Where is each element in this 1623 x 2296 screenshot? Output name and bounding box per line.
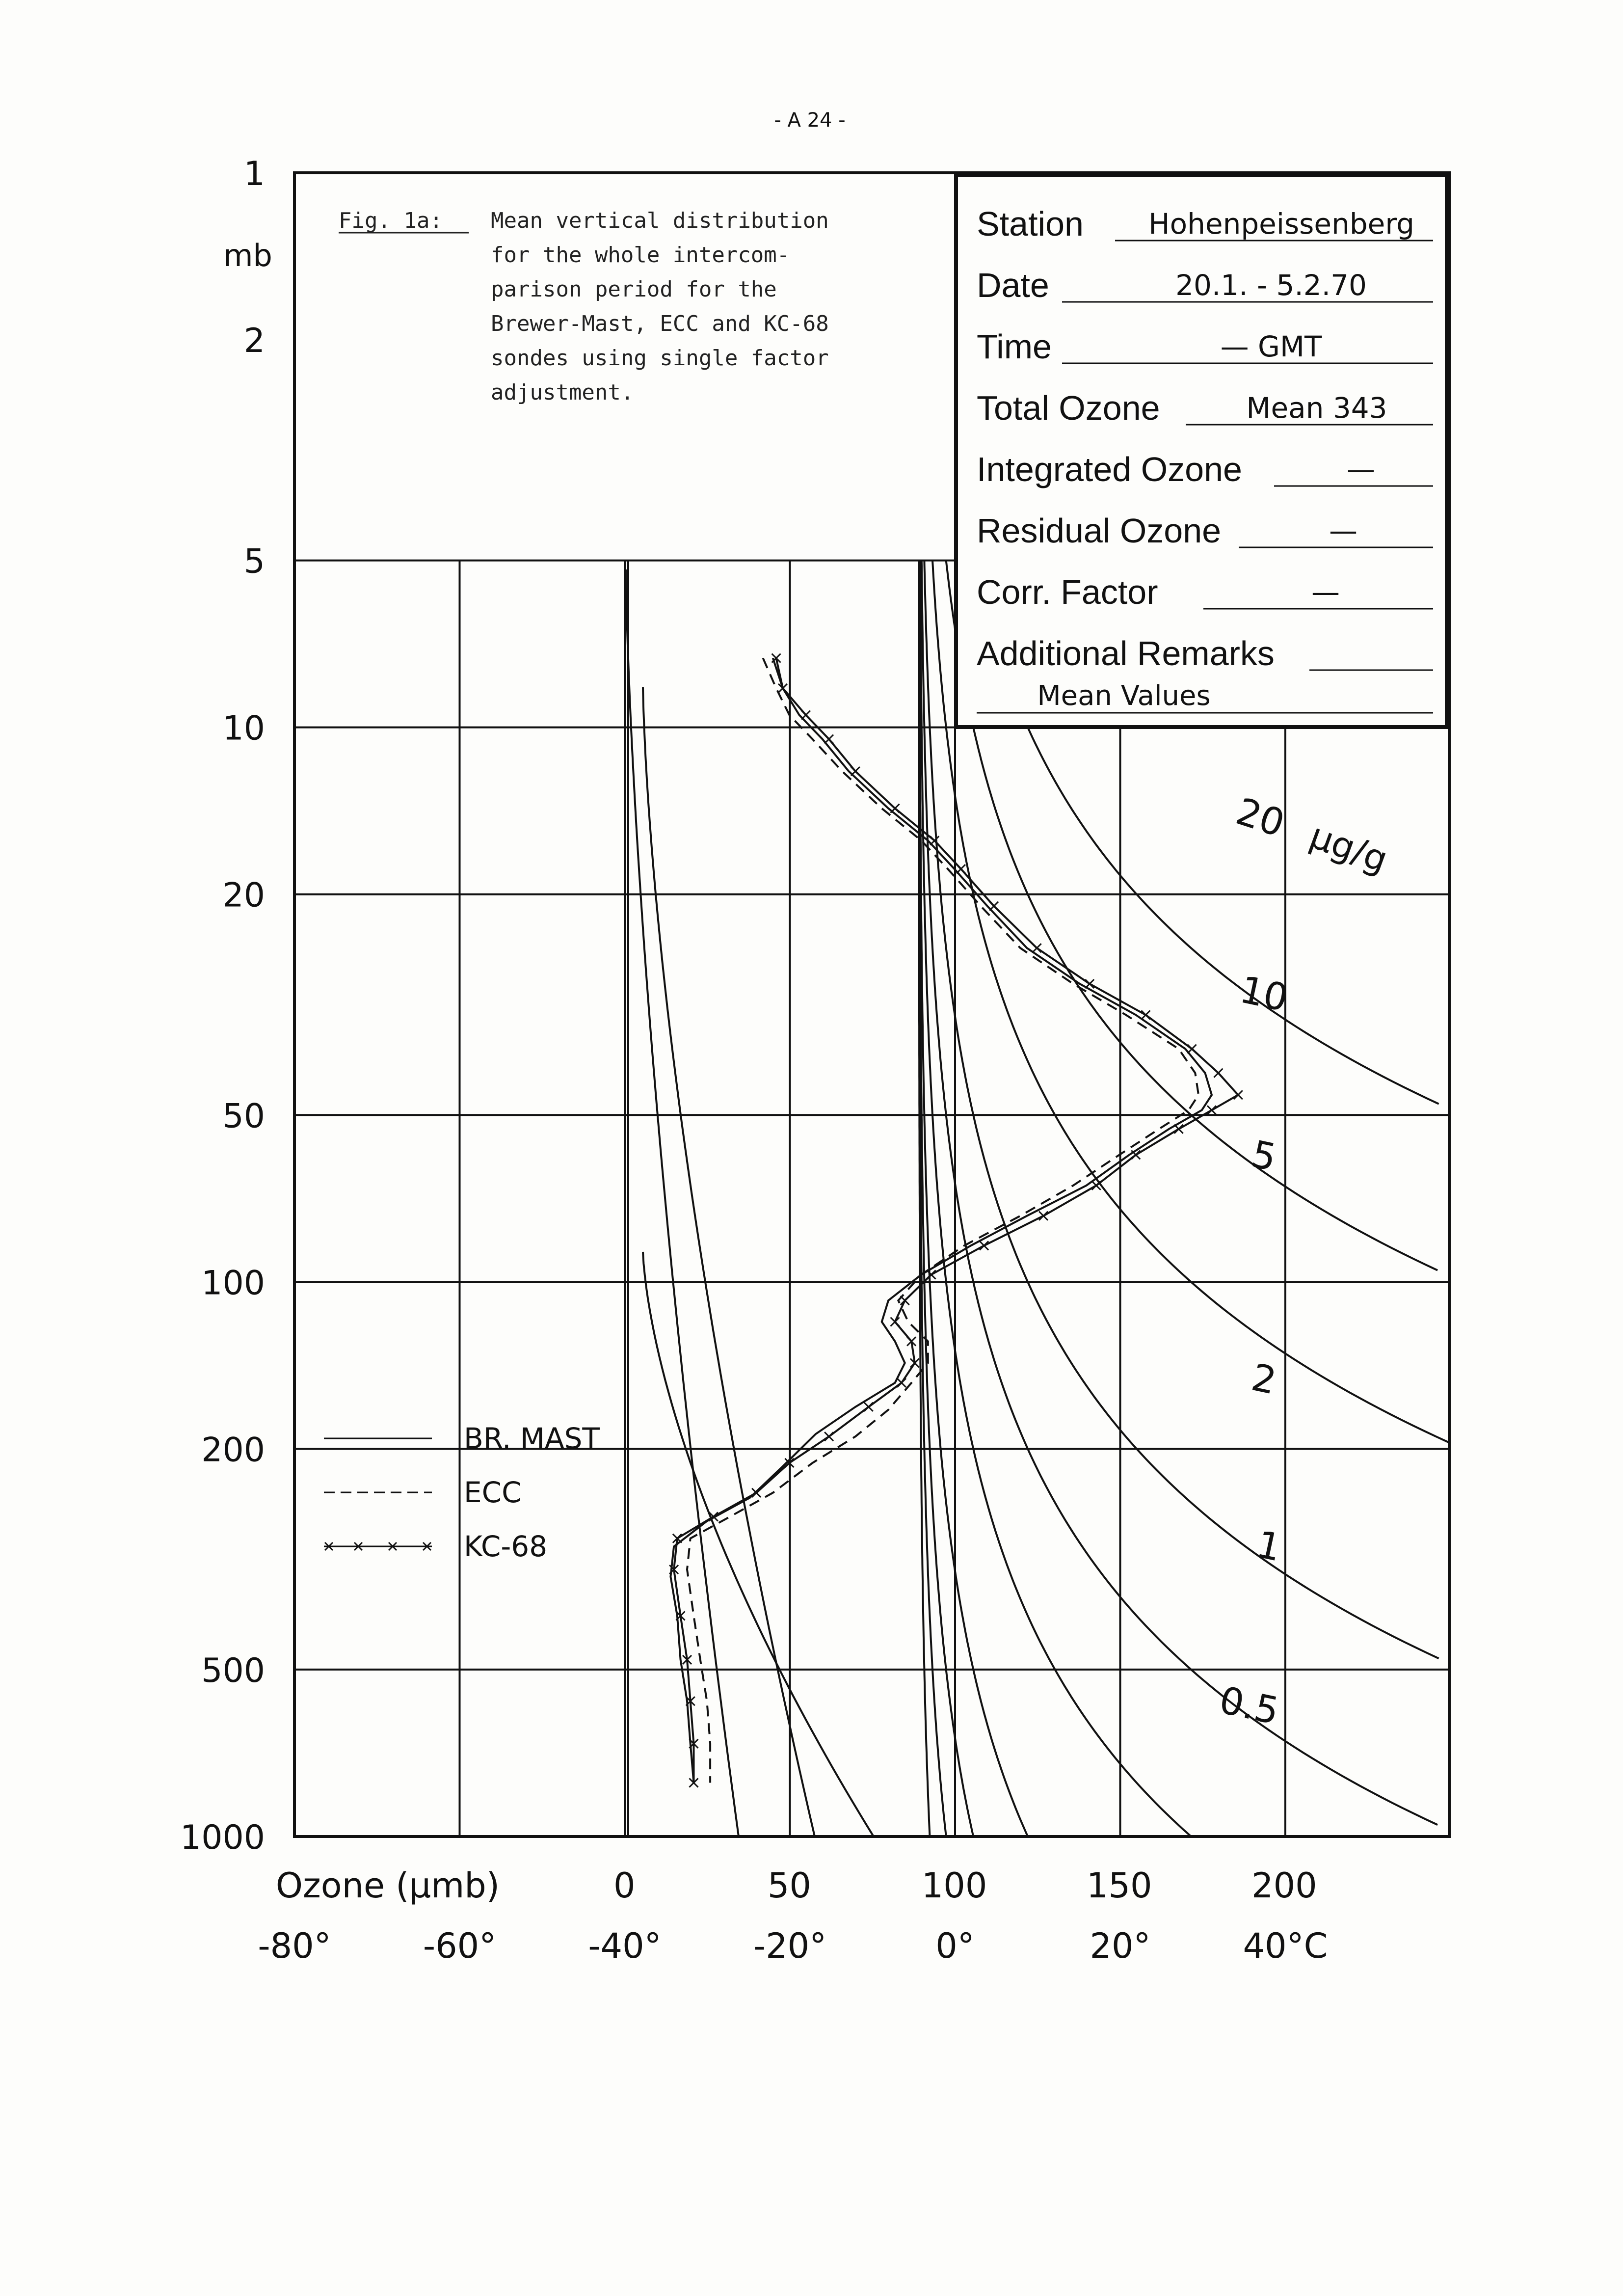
- kc68-point-17: [1131, 1150, 1140, 1159]
- page-number: - A 24 -: [774, 109, 846, 132]
- kc68-point-18: [1092, 1181, 1101, 1190]
- temp-tick-label-1: -60°: [423, 1926, 497, 1966]
- caption-label: Fig. 1a:: [339, 208, 443, 233]
- figure-caption: [339, 208, 829, 405]
- station-info-box: [956, 175, 1447, 727]
- kc68-point-20: [980, 1241, 988, 1250]
- kc68-point-3: [825, 735, 833, 744]
- y-axis-labels: [180, 155, 265, 1857]
- mixing-ratio-curve-0_2: [919, 561, 1027, 1836]
- mixing-ratio-labels: [1216, 789, 1393, 1733]
- mixing-ratio-label-20: 20: [1231, 789, 1290, 846]
- kc68-point-4: [851, 767, 860, 776]
- x-axis-tick-labels: [613, 1865, 1317, 1906]
- info-field-4: [977, 450, 1433, 488]
- kc68-point-2: [801, 711, 810, 720]
- info-field-label-1: Date: [977, 266, 1049, 304]
- legend-label-0: BR. MAST: [464, 1422, 600, 1455]
- y-tick-label-50: 50: [222, 1097, 265, 1136]
- kc68-point-8: [989, 902, 998, 911]
- info-field-label-2: Time: [977, 327, 1052, 366]
- temp-tick-label-3: -20°: [753, 1926, 827, 1966]
- caption-line-4: Brewer-Mast, ECC and KC-68: [491, 311, 829, 336]
- temp-tick-label-5: 20°: [1090, 1926, 1151, 1966]
- info-field-1: [977, 266, 1433, 304]
- info-field-value-5: —: [1329, 514, 1357, 547]
- kc68-point-26: [897, 1378, 906, 1387]
- mixing-ratio-curve-0_5: [920, 561, 1191, 1836]
- legend-label-1: ECC: [464, 1476, 522, 1509]
- y-tick-label-200: 200: [201, 1431, 265, 1470]
- info-field-value-0: Hohenpeissenberg: [1148, 207, 1414, 241]
- series-ecc: [687, 658, 1198, 1783]
- info-field-value-6: —: [1311, 575, 1340, 609]
- kc68-point-6: [930, 836, 939, 845]
- y-tick-label-5: 5: [243, 542, 265, 581]
- mixing-ratio-label-0_5: 0.5: [1216, 1677, 1283, 1733]
- caption-line-5: sondes using single factor: [491, 346, 829, 371]
- info-field-label-5: Residual Ozone: [977, 512, 1222, 550]
- x-tick-label-50: 50: [767, 1865, 811, 1906]
- y-tick-label-1000: 1000: [180, 1818, 265, 1857]
- kc68-point-12: [1188, 1045, 1197, 1053]
- mixing-ratio-label-10: 10: [1236, 967, 1292, 1020]
- kc68-point-5: [891, 804, 900, 813]
- legend-entry-1: [324, 1476, 522, 1509]
- info-field-value-2: — GMT: [1220, 330, 1322, 363]
- temp-tick-label-6: 40°C: [1243, 1926, 1328, 1966]
- x-axis-label: Ozone (µmb): [275, 1865, 500, 1906]
- temp-tick-label-2: -40°: [588, 1926, 662, 1966]
- legend-label-2: KC-68: [464, 1530, 548, 1563]
- caption-line-3: parison period for the: [491, 277, 777, 302]
- caption-line-6: adjustment.: [491, 380, 634, 405]
- kc68-point-28: [825, 1432, 833, 1441]
- x-tick-label-150: 150: [1086, 1865, 1152, 1906]
- y-tick-label-100: 100: [201, 1264, 265, 1303]
- caption-line-2: for the whole intercom-: [491, 243, 790, 268]
- y-tick-label-2: 2: [243, 322, 265, 361]
- kc68-point-22: [901, 1296, 909, 1305]
- mixing-ratio-unit: µg/g: [1304, 814, 1393, 881]
- y-tick-label-10: 10: [222, 709, 265, 748]
- kc68-point-27: [864, 1403, 873, 1411]
- caption-line-1: Mean vertical distribution: [491, 208, 829, 233]
- info-field-label-6: Corr. Factor: [977, 573, 1158, 611]
- legend: [324, 1422, 600, 1563]
- series-line-1: [687, 658, 1198, 1783]
- temperature-axis-tick-labels: [258, 1926, 1328, 1966]
- info-field-value-3: Mean 343: [1246, 391, 1387, 425]
- info-field-value-1: 20.1. - 5.2.70: [1175, 269, 1367, 302]
- info-field-0: [977, 205, 1433, 243]
- kc68-point-19: [1039, 1212, 1048, 1220]
- mixing-ratio-label-5: 5: [1248, 1132, 1280, 1180]
- temperature-curve-1: [626, 569, 739, 1837]
- info-field-label-3: Total Ozone: [977, 389, 1160, 427]
- info-field-value-4: —: [1347, 453, 1375, 486]
- x-tick-label-0: 0: [613, 1865, 636, 1906]
- x-tick-label-100: 100: [921, 1865, 987, 1906]
- kc68-point-11: [1141, 1010, 1150, 1019]
- info-field-label-7: Additional Remarks: [977, 634, 1275, 673]
- info-field-label-4: Integrated Ozone: [977, 450, 1242, 488]
- kc68-point-15: [1207, 1106, 1216, 1114]
- kc68-point-7: [957, 864, 965, 873]
- mixing-ratio-label-2: 2: [1248, 1355, 1280, 1403]
- temp-tick-label-4: 0°: [935, 1926, 975, 1966]
- kc68-point-9: [1033, 944, 1041, 952]
- temperature-curves: [626, 561, 874, 1837]
- kc68-point-30: [752, 1488, 761, 1497]
- mixing-ratio-label-1: 1: [1252, 1522, 1285, 1570]
- legend-entry-0: [324, 1422, 600, 1455]
- remarks-value: Mean Values: [1037, 680, 1211, 712]
- y-tick-label-500: 500: [201, 1651, 265, 1690]
- kc68-point-14: [1234, 1090, 1243, 1099]
- legend-entry-2: [324, 1530, 547, 1563]
- y-tick-label-1: 1: [243, 155, 265, 193]
- temp-tick-label-0: -80°: [258, 1926, 331, 1966]
- mixing-ratio-lines: [919, 561, 1448, 1836]
- kc68-point-10: [1085, 979, 1094, 988]
- kc68-point-23: [891, 1318, 900, 1326]
- kc68-point-16: [1174, 1125, 1183, 1134]
- y-axis-unit: mb: [223, 238, 272, 273]
- info-field-label-0: Station: [977, 205, 1084, 243]
- kc68-point-21: [927, 1270, 936, 1279]
- x-tick-label-200: 200: [1251, 1865, 1317, 1906]
- mixing-ratio-curve-1: [922, 561, 1437, 1825]
- kc68-point-13: [1214, 1069, 1223, 1078]
- y-tick-label-20: 20: [222, 876, 265, 915]
- grid: [294, 561, 1449, 1837]
